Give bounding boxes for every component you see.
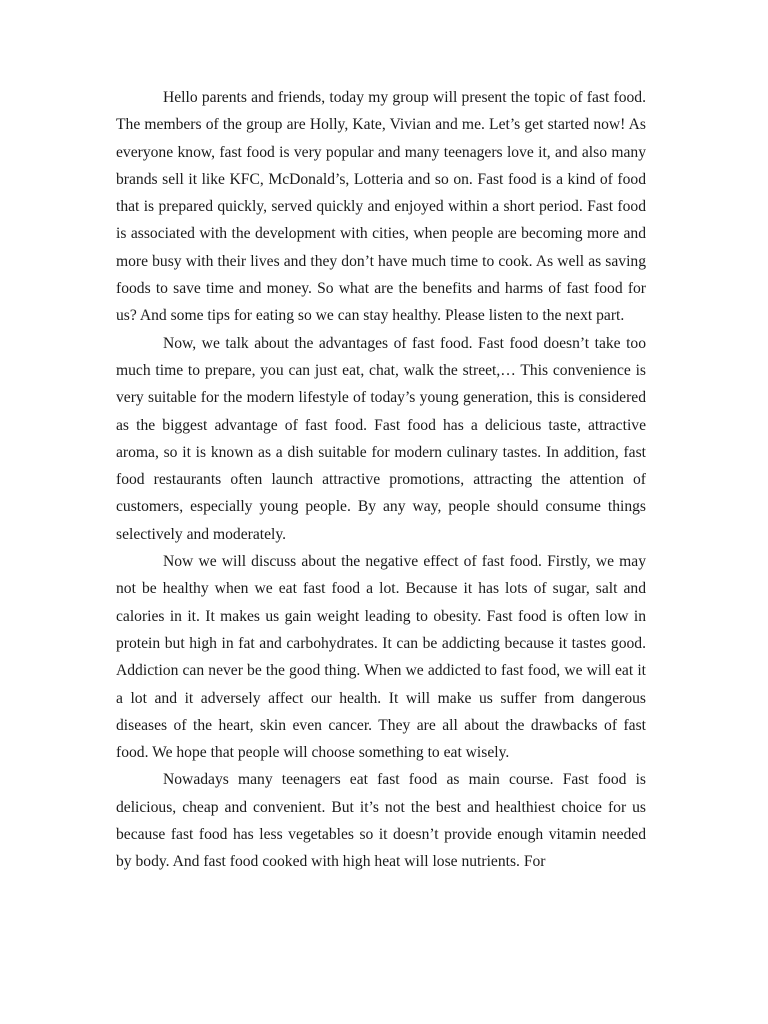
paragraph-intro: Hello parents and friends, today my group will present the topic of fast food. The members of the group are Holly, Kate, Vivian and me. Let’s get started now! As everyone know, fast food is very popular and many teenagers love it, and also many brands sell it like KFC, McDonald’s, Lotteria and so on. Fast food is a kind of food that is prepared quickly, served quickly and enjoyed within a short period. Fast food is associated with the development with cities, when people are becoming more and more busy with their lives and they don’t have much time to cook. As well as saving foods to save time and money. So what are the benefits and harms of fast food for us? And some tips for eating so we can stay healthy. Please listen to the next part. [116, 89, 646, 325]
paragraph-nutrition: Nowadays many teenagers eat fast food as main course. Fast food is delicious, cheap and convenient. But it’s not the best and healthiest choice for us because fast food has less vegetables so it doesn’t provide enough vitamin needed by body. And fast food cooked with high heat will lose nutrients. For [116, 771, 646, 871]
document-body [116, 84, 646, 876]
paragraph-advantages: Now, we talk about the advantages of fast food. Fast food doesn’t take too much time to prepare, you can just eat, chat, walk the street,… This convenience is very suitable for the modern lifestyle of today’s young generation, this is considered as the biggest advantage of fast food. Fast food has a delicious taste, attractive aroma, so it is known as a dish suitable for modern culinary tastes. In addition, fast food restaurants often launch attractive promotions, attracting the attention of customers, especially young people. By any way, people should consume things selectively and moderately. [116, 334, 646, 543]
paragraph-negative-effects: Now we will discuss about the negative effect of fast food. Firstly, we may not be healthy when we eat fast food a lot. Because it has lots of sugar, salt and calories in it. It makes us gain weight leading to obesity. Fast food is often low in protein but high in fat and carbohydrates. It can be addicting because it tastes good. Addiction can never be the good thing. When we addicted to fast food, we will eat it a lot and it adversely affect our health. It will make us suffer from dangerous diseases of the heart, skin even cancer. They are all about the drawbacks of fast food. We hope that people will choose something to eat wisely. [116, 553, 646, 762]
